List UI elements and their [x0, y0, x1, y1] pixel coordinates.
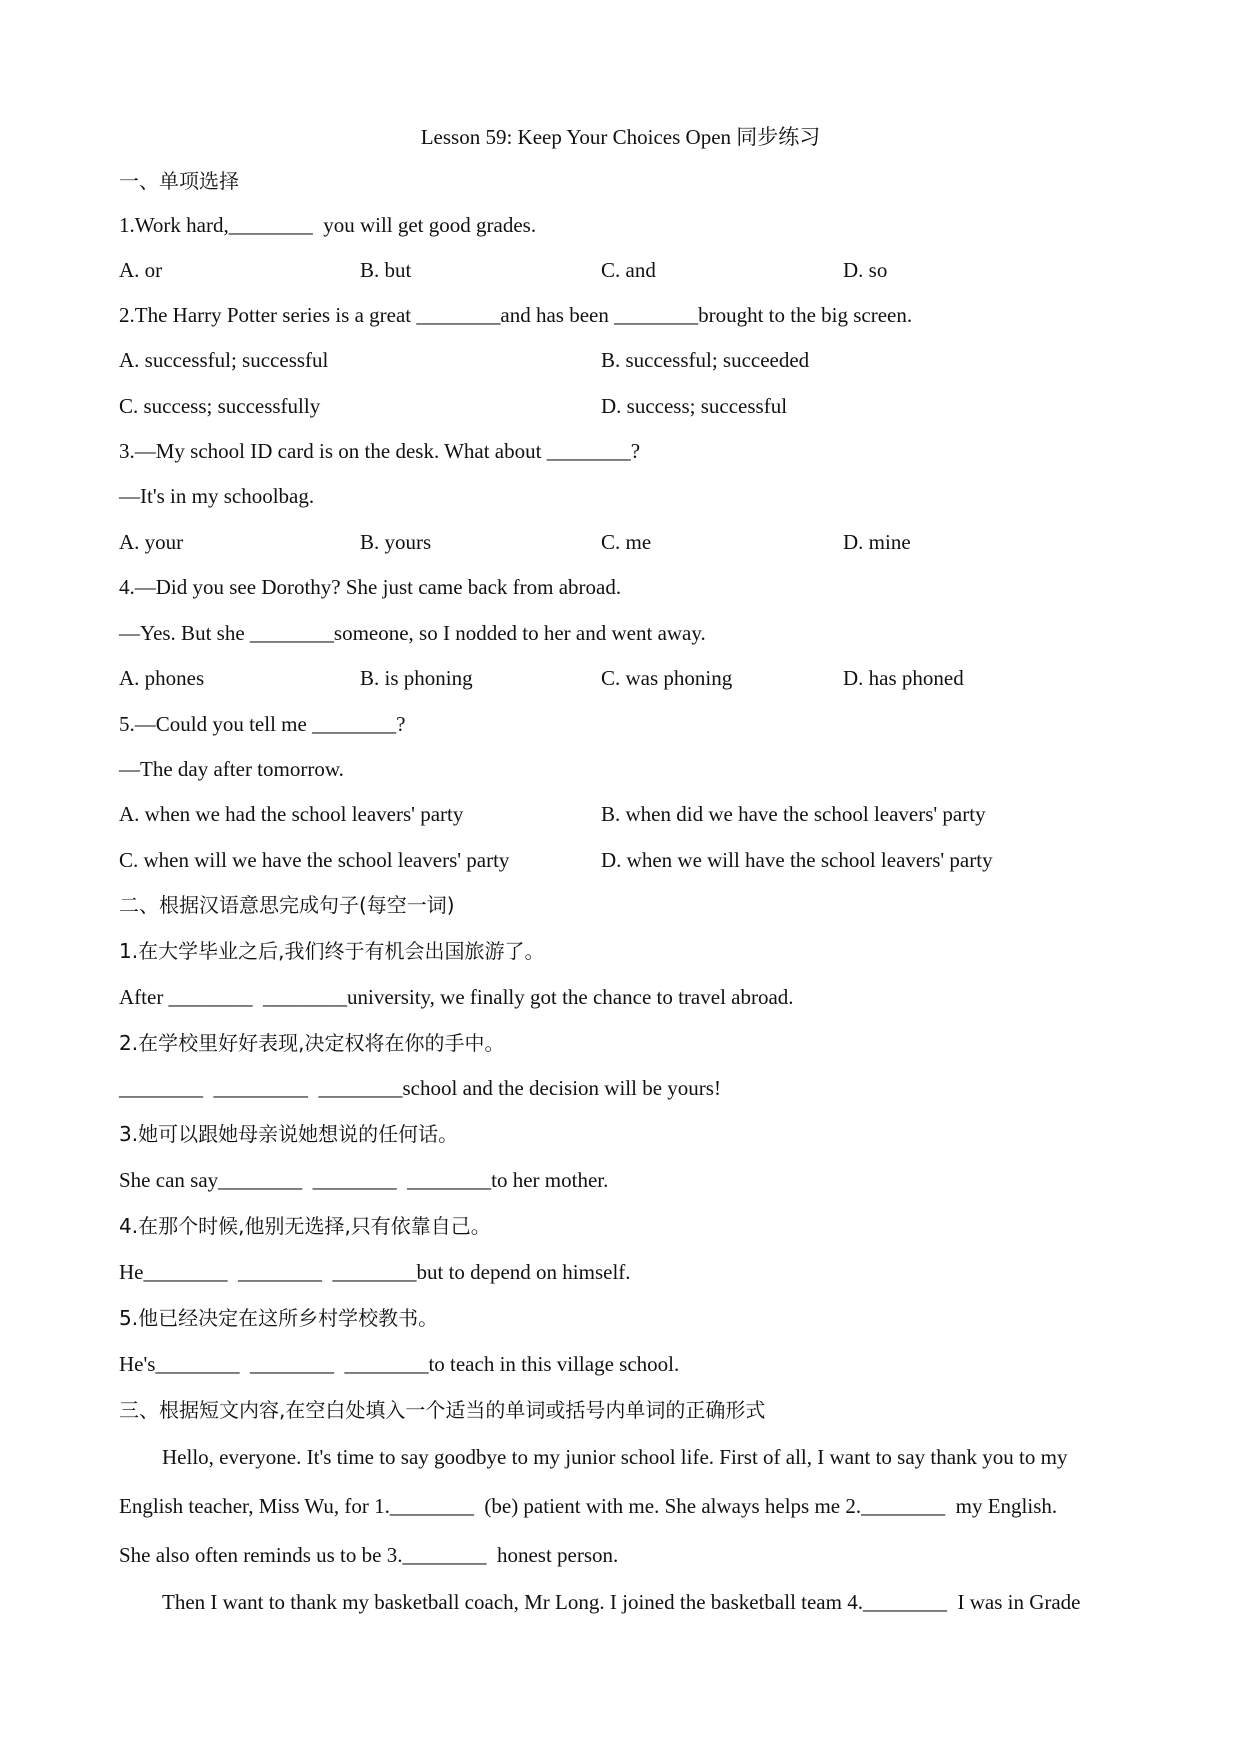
s2-item4-english: He________ ________ ________but to depend on himself. [119, 1260, 631, 1284]
s2-item1-chinese: 1.在大学毕业之后,我们终于有机会出国旅游了。 [119, 939, 545, 963]
q1-option-b: B. but [360, 258, 412, 282]
q2-option-b: B. successful; succeeded [601, 348, 810, 372]
s2-item4-chinese: 4.在那个时候,他别无选择,只有依靠自己。 [119, 1214, 491, 1238]
q5-option-d: D. when we will have the school leavers' party [601, 848, 993, 872]
q4-option-b: B. is phoning [360, 666, 473, 690]
q3-option-a: A. your [119, 530, 184, 554]
s2-item3-chinese: 3.她可以跟她母亲说她想说的任何话。 [119, 1122, 459, 1146]
q2-option-d: D. success; successful [601, 394, 788, 418]
q5-option-c: C. when will we have the school leavers' party [119, 848, 510, 872]
passage-line-4: Then I want to thank my basketball coach, Mr Long. I joined the basketball team 4.________ I was in Grade [162, 1590, 1081, 1614]
passage-line-1: Hello, everyone. It's time to say goodbye to my junior school life. First of all, I want to say thank you to my [162, 1445, 1068, 1469]
page-title: Lesson 59: Keep Your Choices Open 同步练习 [420, 125, 821, 149]
q4-option-d: D. has phoned [843, 666, 964, 690]
section1-heading: 一、单项选择 [119, 169, 239, 193]
s2-item2-english: ________ _________ ________school and the decision will be yours! [119, 1076, 721, 1100]
q4-option-a: A. phones [119, 666, 205, 690]
q1-option-a: A. or [119, 258, 163, 282]
q1-option-d: D. so [843, 258, 888, 282]
passage-line-2: English teacher, Miss Wu, for 1.________ (be) patient with me. She always helps me 2.________ my English. [119, 1494, 1058, 1518]
q3-reply: —It's in my schoolbag. [119, 484, 315, 508]
section2-heading: 二、根据汉语意思完成句子(每空一词) [119, 893, 455, 917]
s2-item2-chinese: 2.在学校里好好表现,决定权将在你的手中。 [119, 1031, 505, 1055]
s2-item1-english: After ________ ________university, we finally got the chance to travel abroad. [119, 985, 794, 1009]
passage-line-3: She also often reminds us to be 3.________ honest person. [119, 1543, 619, 1567]
q1-option-c: C. and [601, 258, 656, 282]
q4-stem: 4.—Did you see Dorothy? She just came back from abroad. [119, 575, 622, 599]
q3-option-b: B. yours [360, 530, 432, 554]
q2-stem: 2.The Harry Potter series is a great ________and has been ________brought to the big screen. [119, 303, 913, 327]
section3-heading: 三、根据短文内容,在空白处填入一个适当的单词或括号内单词的正确形式 [119, 1398, 766, 1422]
q4-option-c: C. was phoning [601, 666, 733, 690]
q1-stem: 1.Work hard,________ you will get good grades. [119, 213, 537, 237]
q2-option-c: C. success; successfully [119, 394, 321, 418]
s2-item5-english: He's________ ________ ________to teach in this village school. [119, 1352, 680, 1376]
q5-stem: 5.—Could you tell me ________? [119, 712, 406, 736]
s2-item3-english: She can say________ ________ ________to her mother. [119, 1168, 609, 1192]
q5-option-a: A. when we had the school leavers' party [119, 802, 464, 826]
q2-option-a: A. successful; successful [119, 348, 329, 372]
q5-reply: —The day after tomorrow. [119, 757, 344, 781]
q3-stem: 3.—My school ID card is on the desk. What about ________? [119, 439, 641, 463]
q3-option-c: C. me [601, 530, 652, 554]
q3-option-d: D. mine [843, 530, 911, 554]
q4-reply: —Yes. But she ________someone, so I nodded to her and went away. [119, 621, 706, 645]
q5-option-b: B. when did we have the school leavers' party [601, 802, 986, 826]
s2-item5-chinese: 5.他已经决定在这所乡村学校教书。 [119, 1306, 439, 1330]
